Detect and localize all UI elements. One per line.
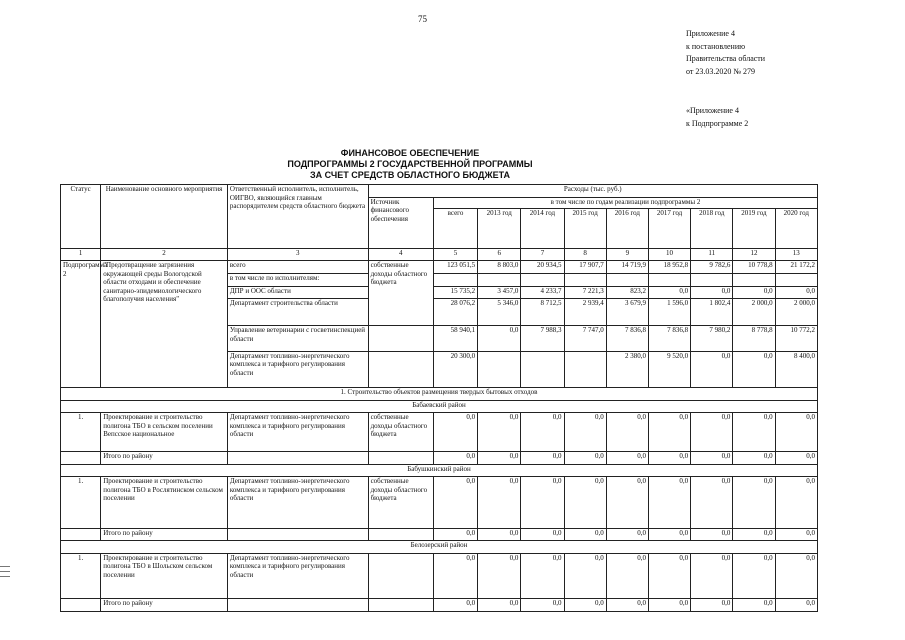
header-cell: Наименование основного мероприятия	[101, 185, 228, 249]
value-cell: 3 679,9	[606, 299, 648, 326]
appendix-block	[686, 28, 765, 78]
value-cell: 8 803,0	[478, 261, 521, 274]
total-value-cell: 0,0	[775, 528, 817, 541]
margin-mark	[0, 571, 10, 572]
value-cell: 0,0	[433, 553, 477, 599]
value-cell: 0,0	[648, 413, 690, 452]
total-value-cell: 0,0	[606, 599, 648, 612]
source-cell	[368, 553, 433, 599]
event-name-cell: Проектирование и строительство полигона ТБО в Рослятинском сельском поселении	[101, 477, 228, 528]
table-row	[61, 477, 818, 528]
header-cell: 2020 год	[775, 208, 817, 248]
value-cell: 0,0	[775, 413, 817, 452]
header-cell: 2015 год	[564, 208, 606, 248]
column-number-cell: 1	[61, 248, 101, 261]
value-cell: 7 747,0	[564, 326, 606, 351]
total-value-cell: 0,0	[691, 528, 733, 541]
value-cell: 7 836,8	[606, 326, 648, 351]
margin-mark	[0, 566, 10, 567]
value-cell	[775, 274, 817, 287]
total-value-cell: 0,0	[733, 452, 775, 465]
executor-cell: Департамент топливно-энергетического комплекса и тарифного регулирования области	[227, 351, 368, 388]
value-cell: 0,0	[606, 413, 648, 452]
value-cell: 7 980,2	[691, 326, 733, 351]
value-cell	[691, 274, 733, 287]
value-cell	[478, 351, 521, 388]
value-cell: 2 939,4	[564, 299, 606, 326]
value-cell: 0,0	[775, 477, 817, 528]
source-cell	[368, 351, 433, 388]
executor-cell: Департамент топливно-энергетического комплекса и тарифного регулирования области	[227, 413, 368, 452]
value-cell: 17 907,7	[564, 261, 606, 274]
total-value-cell: 0,0	[648, 528, 690, 541]
value-cell: 3 457,0	[478, 286, 521, 299]
value-cell: 0,0	[691, 351, 733, 388]
row-number-cell: 1.	[61, 413, 101, 452]
column-number-cell: 11	[691, 248, 733, 261]
value-cell: 0,0	[564, 413, 606, 452]
value-cell: 0,0	[733, 351, 775, 388]
page-number: 75	[418, 14, 427, 24]
event-name-cell: "Предотвращение загрязнения окружающей среды Вологодской области отходами и обеспечение санитарно-эпидемиологического благополучия населения"	[101, 261, 228, 388]
value-cell: 0,0	[691, 286, 733, 299]
header-cell: Расходы (тыс. руб.)	[368, 185, 817, 198]
table-row	[61, 528, 818, 541]
value-cell: 123 051,5	[433, 261, 477, 274]
margin-mark	[0, 576, 10, 577]
column-number-cell: 7	[521, 248, 564, 261]
value-cell: 0,0	[606, 553, 648, 599]
margin-marks	[0, 566, 10, 581]
value-cell: 58 940,1	[433, 326, 477, 351]
value-cell: 9 782,6	[691, 261, 733, 274]
district-total-label: Итого по району	[101, 599, 228, 612]
value-cell	[564, 274, 606, 287]
table-row	[61, 413, 818, 452]
value-cell	[564, 351, 606, 388]
empty-cell	[368, 599, 433, 612]
executor-cell: ДПР и ООС области	[227, 286, 368, 299]
value-cell: 8 778,8	[733, 326, 775, 351]
column-number-cell: 2	[101, 248, 228, 261]
total-value-cell: 0,0	[733, 599, 775, 612]
value-cell: 0,0	[691, 553, 733, 599]
executor-cell: Управление ветеринарии с госветинспекцией области	[227, 326, 368, 351]
empty-cell	[227, 528, 368, 541]
value-cell: 0,0	[433, 413, 477, 452]
source-cell: собственные доходы областного бюджета	[368, 477, 433, 528]
column-number-cell: 3	[227, 248, 368, 261]
column-number-cell: 13	[775, 248, 817, 261]
value-cell	[733, 274, 775, 287]
total-value-cell: 0,0	[775, 452, 817, 465]
appendix-line: «Приложение 4	[686, 106, 739, 115]
value-cell	[606, 274, 648, 287]
header-cell: Ответственный исполнитель, исполнитель, ОИГВО, являющийся главным распорядителем средств областного бюджета	[227, 185, 368, 249]
financing-table	[60, 184, 818, 612]
value-cell	[478, 274, 521, 287]
value-cell: 20 934,5	[521, 261, 564, 274]
total-value-cell: 0,0	[775, 599, 817, 612]
executor-cell: Департамент топливно-энергетического комплекса и тарифного регулирования области	[227, 477, 368, 528]
value-cell: 28 076,2	[433, 299, 477, 326]
table-row	[61, 599, 818, 612]
value-cell: 1 802,4	[691, 299, 733, 326]
value-cell: 0,0	[691, 477, 733, 528]
value-cell: 0,0	[648, 553, 690, 599]
value-cell: 0,0	[478, 413, 521, 452]
empty-cell	[61, 452, 101, 465]
value-cell: 0,0	[478, 326, 521, 351]
event-name-cell: Проектирование и строительство полигона ТБО в Шольском сельском поселении	[101, 553, 228, 599]
table-row	[61, 464, 818, 477]
appendix-line: от 23.03.2020 № 279	[686, 66, 756, 76]
value-cell: 0,0	[478, 477, 521, 528]
value-cell: 0,0	[606, 477, 648, 528]
value-cell: 0,0	[433, 477, 477, 528]
header-cell: 2017 год	[648, 208, 690, 248]
total-value-cell: 0,0	[606, 528, 648, 541]
column-number-cell: 12	[733, 248, 775, 261]
total-value-cell: 0,0	[478, 452, 521, 465]
total-value-cell: 0,0	[564, 528, 606, 541]
value-cell: 8 712,5	[521, 299, 564, 326]
value-cell: 10 778,8	[733, 261, 775, 274]
value-cell: 21 172,2	[775, 261, 817, 274]
table-row	[61, 541, 818, 554]
district-header: Бабушкинский район	[61, 464, 818, 477]
district-header: Белозерский район	[61, 541, 818, 554]
value-cell: 4 233,7	[521, 286, 564, 299]
header-cell: всего	[433, 208, 477, 248]
total-value-cell: 0,0	[521, 599, 564, 612]
total-value-cell: 0,0	[521, 452, 564, 465]
column-number-cell: 4	[368, 248, 433, 261]
header-cell: 2013 год	[478, 208, 521, 248]
header-cell: в том числе по годам реализации подпрограммы 2	[433, 197, 817, 208]
total-value-cell: 0,0	[521, 528, 564, 541]
value-cell	[648, 274, 690, 287]
value-cell: 0,0	[648, 477, 690, 528]
header-cell: 2019 год	[733, 208, 775, 248]
table-row	[61, 261, 818, 274]
value-cell: 0,0	[775, 286, 817, 299]
value-cell: 8 400,0	[775, 351, 817, 388]
column-number-cell: 10	[648, 248, 690, 261]
header-cell: 2016 год	[606, 208, 648, 248]
source-cell: собственные доходы областного бюджета	[368, 413, 433, 452]
total-value-cell: 0,0	[606, 452, 648, 465]
district-total-label: Итого по району	[101, 528, 228, 541]
value-cell	[521, 274, 564, 287]
total-value-cell: 0,0	[648, 599, 690, 612]
value-cell: 0,0	[564, 477, 606, 528]
document-title: ЗА СЧЕТ СРЕДСТВ ОБЛАСТНОГО БЮДЖЕТА	[309, 170, 511, 180]
value-cell: 0,0	[775, 553, 817, 599]
value-cell: 0,0	[478, 553, 521, 599]
value-cell: 10 772,2	[775, 326, 817, 351]
row-number-cell: 1.	[61, 477, 101, 528]
source-cell	[368, 326, 433, 351]
header-cell: 2014 год	[521, 208, 564, 248]
header-cell: Источник финансового обеспечения	[368, 197, 433, 248]
district-total-label: Итого по району	[101, 452, 228, 465]
value-cell: 2 000,0	[775, 299, 817, 326]
executor-cell: в том числе по исполнителям:	[227, 274, 368, 287]
column-number-cell: 5	[433, 248, 477, 261]
value-cell	[433, 274, 477, 287]
appendix-line: Приложение 4	[686, 29, 735, 38]
value-cell: 20 300,0	[433, 351, 477, 388]
total-value-cell: 0,0	[478, 599, 521, 612]
value-cell: 823,2	[606, 286, 648, 299]
executor-cell: Департамент топливно-энергетического комплекса и тарифного регулирования области	[227, 553, 368, 599]
total-value-cell: 0,0	[733, 528, 775, 541]
total-value-cell: 0,0	[691, 452, 733, 465]
value-cell: 0,0	[521, 553, 564, 599]
value-cell: 18 952,8	[648, 261, 690, 274]
value-cell: 9 520,0	[648, 351, 690, 388]
total-value-cell: 0,0	[433, 599, 477, 612]
header-cell: Статус	[61, 185, 101, 249]
empty-cell	[227, 599, 368, 612]
section-header: 1. Строительство объектов размещения твердых бытовых отходов	[61, 388, 818, 401]
row-number-cell: 1.	[61, 553, 101, 599]
value-cell: 7 988,3	[521, 326, 564, 351]
table-row	[61, 388, 818, 401]
appendix-subprogram-block	[686, 105, 748, 130]
value-cell: 0,0	[564, 553, 606, 599]
table-row	[61, 553, 818, 599]
value-cell: 2 000,0	[733, 299, 775, 326]
value-cell: 0,0	[733, 413, 775, 452]
column-number-cell: 8	[564, 248, 606, 261]
value-cell: 0,0	[733, 553, 775, 599]
value-cell: 0,0	[733, 477, 775, 528]
district-header: Бабаевский район	[61, 400, 818, 413]
table-row	[61, 452, 818, 465]
value-cell: 0,0	[691, 413, 733, 452]
executor-cell: всего	[227, 261, 368, 274]
executor-cell: Департамент строительства области	[227, 299, 368, 326]
total-value-cell: 0,0	[648, 452, 690, 465]
table-row	[61, 185, 818, 198]
document-title: ФИНАНСОВОЕ ОБЕСПЕЧЕНИЕ	[340, 148, 480, 158]
empty-cell	[61, 528, 101, 541]
column-number-cell: 6	[478, 248, 521, 261]
value-cell: 2 380,0	[606, 351, 648, 388]
total-value-cell: 0,0	[564, 599, 606, 612]
empty-cell	[368, 528, 433, 541]
total-value-cell: 0,0	[478, 528, 521, 541]
value-cell	[521, 351, 564, 388]
value-cell: 0,0	[648, 286, 690, 299]
appendix-line: к постановлению	[686, 41, 746, 51]
header-cell: 2018 год	[691, 208, 733, 248]
total-value-cell: 0,0	[564, 452, 606, 465]
table-row	[61, 400, 818, 413]
status-cell: Подпрограмма 2	[61, 261, 101, 388]
value-cell: 1 596,0	[648, 299, 690, 326]
value-cell: 0,0	[733, 286, 775, 299]
value-cell: 7 221,3	[564, 286, 606, 299]
event-name-cell: Проектирование и строительство полигона ТБО в сельском поселении Вепсское национальное	[101, 413, 228, 452]
value-cell: 15 735,2	[433, 286, 477, 299]
appendix-line: к Подпрограмме 2	[686, 118, 749, 128]
empty-cell	[61, 599, 101, 612]
appendix-line: Правительства области	[686, 54, 766, 63]
total-value-cell: 0,0	[691, 599, 733, 612]
column-number-cell: 9	[606, 248, 648, 261]
value-cell: 0,0	[521, 413, 564, 452]
source-cell: собственные доходы областного бюджета	[368, 261, 433, 326]
document-title: ПОДПРОГРАММЫ 2 ГОСУДАРСТВЕННОЙ ПРОГРАММЫ	[287, 159, 533, 169]
empty-cell	[368, 452, 433, 465]
value-cell: 7 836,8	[648, 326, 690, 351]
value-cell: 14 719,9	[606, 261, 648, 274]
total-value-cell: 0,0	[433, 452, 477, 465]
empty-cell	[227, 452, 368, 465]
value-cell: 5 346,0	[478, 299, 521, 326]
value-cell: 0,0	[521, 477, 564, 528]
total-value-cell: 0,0	[433, 528, 477, 541]
table-row	[61, 248, 818, 261]
